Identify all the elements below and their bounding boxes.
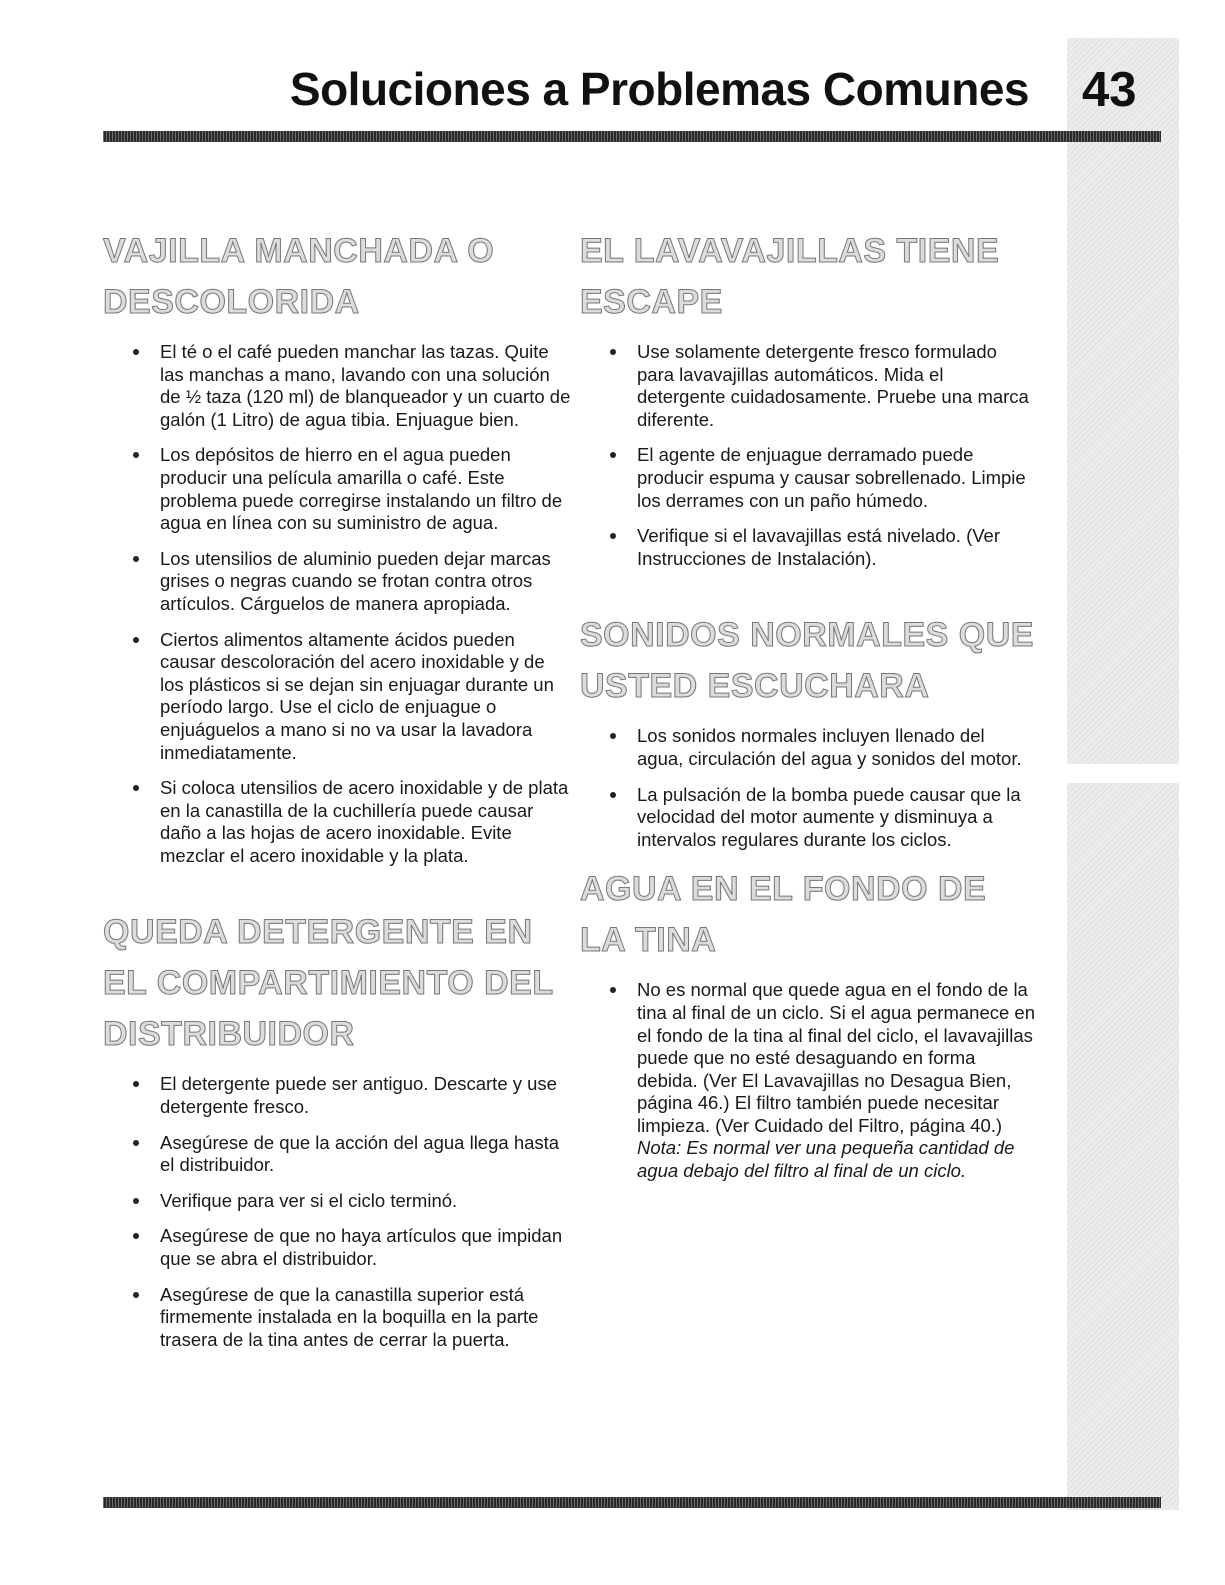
section-heading: SONIDOS NORMALES QUE USTED ESCUCHARA [580,616,1034,706]
section-heading: VAJILLA MANCHADA O DESCOLORIDA [103,232,495,321]
list-item: Los depósitos de hierro en el agua pueden producir una película amarilla o café. Este problema puede corregirse instalando un filtro de agua en línea con su suministro de agua. [103,444,573,534]
list-item: La pulsación de la bomba puede causar que la velocidad del motor aumente y disminuya a intervalos regulares durante los ciclos. [580,784,1035,852]
section-detergent-left [103,907,573,1351]
list-item-text: No es normal que quede agua en el fondo de la tina al final de un ciclo. Si el agua permanece en el fondo de la tina al final del ciclo, el lavavajillas puede que no esté desaguando en forma debida. (Ver El Lavavajillas no Desagua Bien, página 46.) El filtro también puede necesitar limpieza. (Ver Cuidado del Filtro, página 40.) [637,979,1036,1136]
section-heading: QUEDA DETERGENTE EN EL COMPARTIMIENTO DEL DISTRIBUIDOR [103,913,554,1054]
left-column [103,226,573,1364]
page-title: Soluciones a Problemas Comunes [289,63,1029,115]
list-item: El té o el café pueden manchar las tazas. Quite las manchas a mano, lavando con una solución de ½ taza (120 ml) de blanqueador y un cuarto de galón (1 Litro) de agua tibia. Enjuague bien. [103,341,573,431]
section-heading: AGUA EN EL FONDO DE LA TINA [580,870,987,960]
section-leak [580,226,1035,570]
bullet-list [103,341,573,867]
list-item: Los utensilios de aluminio pueden dejar marcas grises o negras cuando se frotan contra otros artículos. Cárguelos de manera apropiada. [103,548,573,616]
list-item: El detergente puede ser antiguo. Descarte y use detergente fresco. [103,1073,573,1118]
list-item: Use solamente detergente fresco formulado para lavavajillas automáticos. Mida el detergente cuidadosamente. Pruebe una marca diferente. [580,341,1035,431]
page-number: 43 [1082,63,1137,117]
list-item: Ciertos alimentos altamente ácidos pueden causar descoloración del acero inoxidable y de los plásticos si se dejan sin enjuagar durante un período largo. Use el ciclo de enjuague o enjuáguelos a mano si no va usar la lavadora inmediatamente. [103,629,573,765]
list-item [580,979,1035,1182]
section-stained-dishes [103,226,573,867]
bullet-list [580,341,1035,570]
header-rule [103,131,1161,142]
right-column [580,226,1035,1196]
bullet-list [103,1073,573,1351]
list-item: Los sonidos normales incluyen llenado del agua, circulación del agua y sonidos del motor. [580,725,1035,770]
list-item: Asegúrese de que la canastilla superior está firmemente instalada en la boquilla en la parte trasera de la tina antes de cerrar la puerta. [103,1284,573,1352]
list-item: El agente de enjuague derramado puede producir espuma y causar sobrellenado. Limpie los derrames con un paño húmedo. [580,444,1035,512]
section-water-in-tub [580,864,1035,1182]
section-heading: EL LAVAVAJILLAS TIENE ESCAPE [580,232,1000,321]
list-item: Si coloca utensilios de acero inoxidable y de plata en la canastilla de la cuchillería puede causar daño a las hojas de acero inoxidable. Evite mezclar el acero inoxidable y la plata. [103,777,573,867]
side-tab-decoration-lower [1067,783,1179,1510]
section-normal-sounds [580,610,1035,851]
list-item: Asegúrese de que la acción del agua llega hasta el distribuidor. [103,1132,573,1177]
list-item: Asegúrese de que no haya artículos que impidan que se abra el distribuidor. [103,1225,573,1270]
side-tab-decoration [1067,38,1179,764]
bullet-list [580,725,1035,851]
bullet-list [580,979,1035,1182]
note-text: Nota: Es normal ver una pequeña cantidad de agua debajo del filtro al final de un ciclo. [637,1137,1015,1182]
list-item: Verifique para ver si el ciclo terminó. [103,1190,573,1213]
list-item: Verifique si el lavavajillas está nivelado. (Ver Instrucciones de Instalación). [580,525,1035,570]
footer-rule [103,1497,1161,1508]
